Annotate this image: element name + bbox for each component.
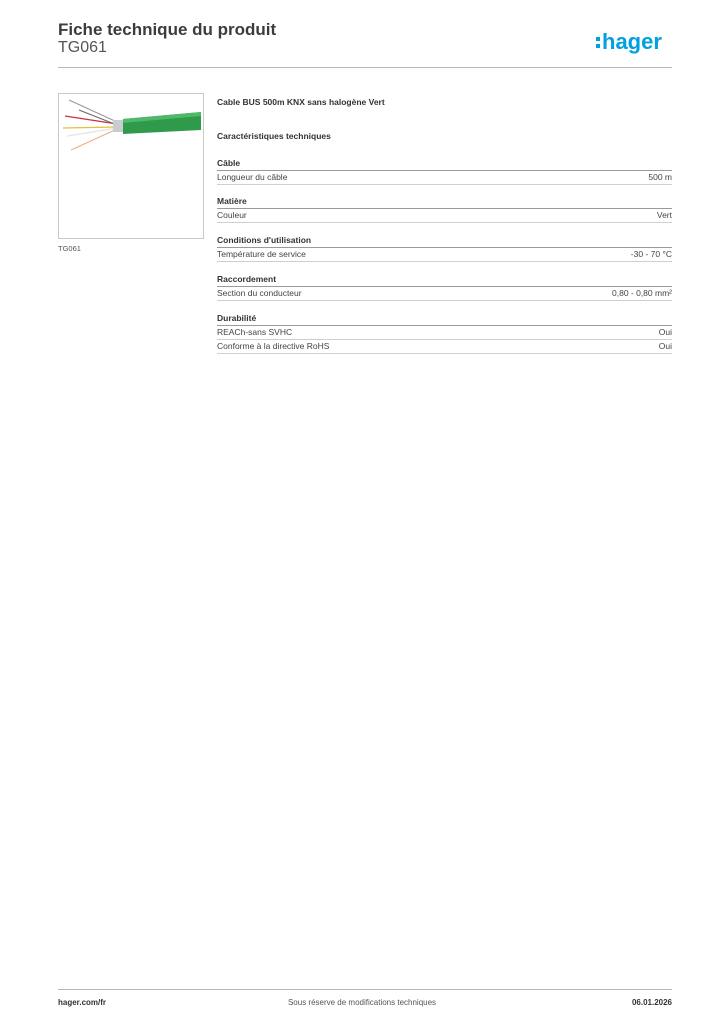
header-divider (58, 67, 672, 68)
spec-label: Conforme à la directive RoHS (217, 341, 330, 351)
spec-value: -30 - 70 °C (630, 249, 672, 259)
footer-website: hager.com/fr (58, 998, 107, 1007)
spec-row (217, 326, 672, 340)
logo-text: hager (602, 29, 662, 54)
spec-group-conditions (217, 234, 672, 262)
spec-row (217, 340, 672, 354)
spec-group-cable (217, 157, 672, 185)
spec-label: Section du conducteur (217, 288, 302, 298)
spec-label: Longueur du câble (217, 172, 288, 182)
footer-date: 06.01.2026 (631, 998, 672, 1007)
spec-group-matiere (217, 195, 672, 223)
spec-value: 500 m (648, 172, 672, 182)
group-title: Matière (217, 195, 672, 209)
spec-group-raccordement (217, 273, 672, 301)
spec-label: Température de service (217, 249, 306, 259)
spec-value: 0,80 - 0,80 mm² (612, 288, 672, 298)
group-title: Conditions d'utilisation (217, 234, 672, 248)
page-title: Fiche technique du produit (58, 20, 277, 39)
section-heading: Caractéristiques techniques (217, 131, 331, 141)
product-title: Cable BUS 500m KNX sans halogène Vert (217, 97, 385, 107)
spec-group-durabilite (217, 312, 672, 354)
group-title: Raccordement (217, 273, 672, 287)
hager-logo (595, 28, 675, 58)
spec-row (217, 287, 672, 301)
footer-notice: Sous réserve de modifications techniques (287, 998, 437, 1007)
spec-label: REACh-sans SVHC (217, 327, 293, 337)
group-title: Durabilité (217, 312, 672, 326)
spec-row (217, 209, 672, 223)
cable-illustration (59, 94, 203, 238)
footer-divider (58, 989, 672, 990)
spec-label: Couleur (217, 210, 247, 220)
product-image (58, 93, 204, 239)
spec-value: Oui (658, 341, 672, 351)
group-title: Câble (217, 157, 672, 171)
product-reference: TG061 (58, 39, 107, 56)
image-caption: TG061 (58, 244, 81, 253)
spec-row (217, 248, 672, 262)
spec-value: Oui (658, 327, 672, 337)
spec-value: Vert (656, 210, 672, 220)
spec-row (217, 171, 672, 185)
